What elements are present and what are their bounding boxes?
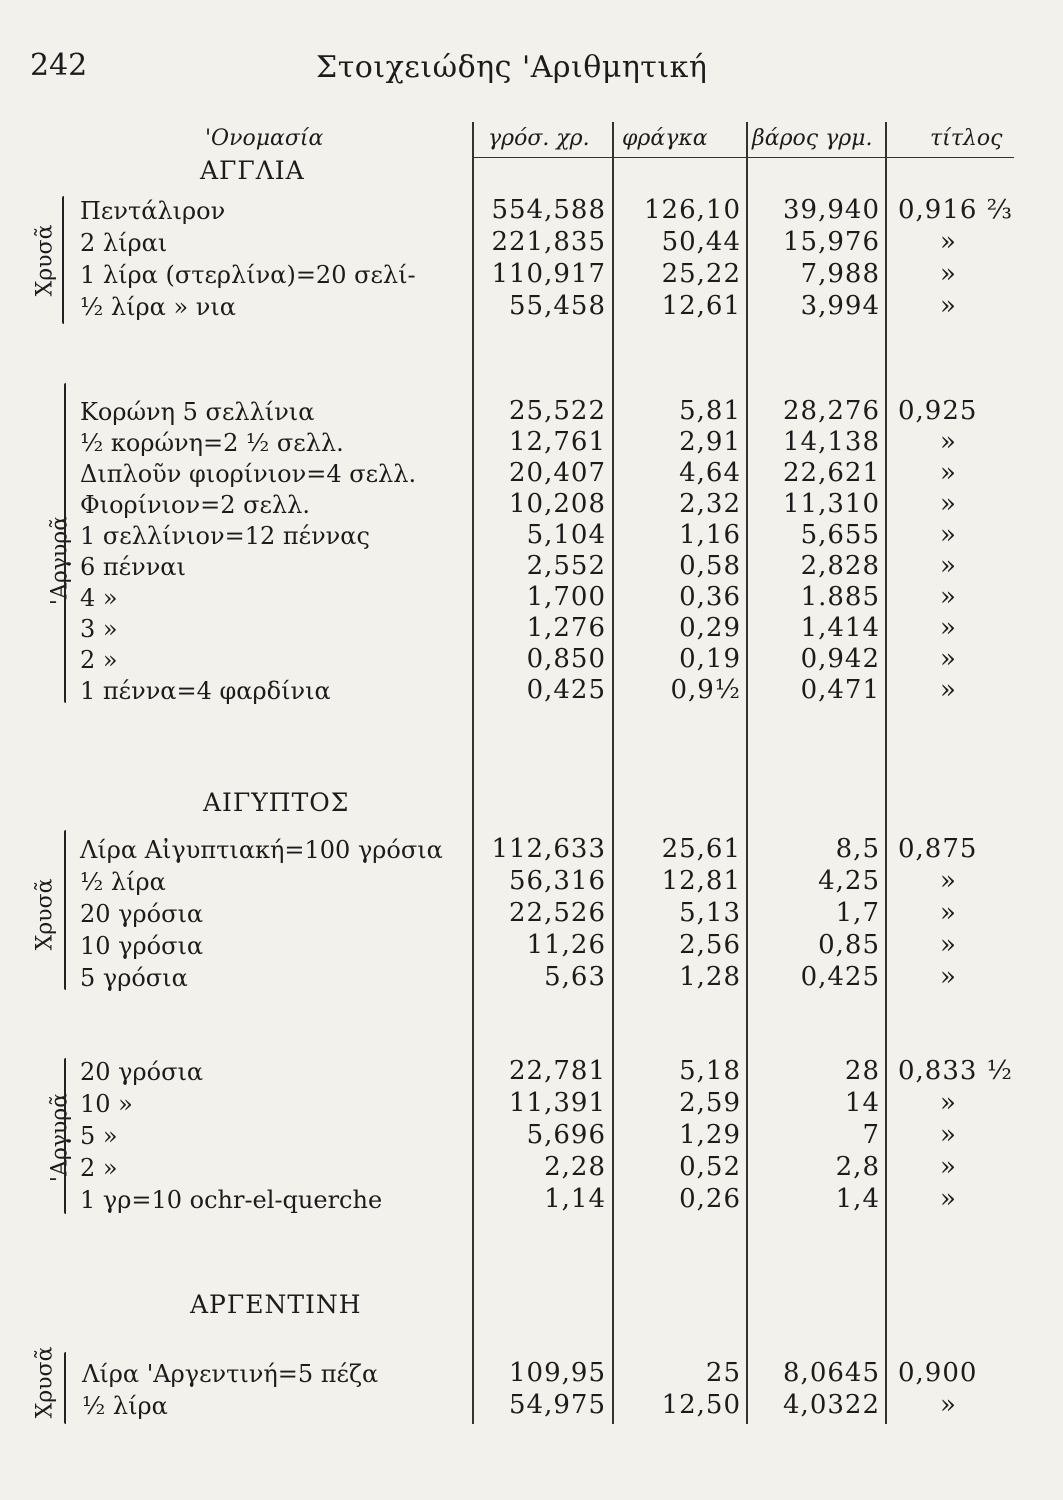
- value-weight: 14: [844, 1088, 880, 1118]
- value-fineness: »: [940, 898, 957, 928]
- value-francs: 1,16: [679, 520, 741, 550]
- value-weight: 0,942: [800, 644, 880, 674]
- value-fineness: 0,900: [898, 1358, 978, 1388]
- value-fineness: »: [940, 1120, 957, 1150]
- coin-name: ½ κορώνη=2 ½ σελλ.: [80, 429, 344, 457]
- value-piastres: 25,522: [509, 396, 606, 426]
- side-label-gold: Χρυσᾶ: [32, 224, 58, 297]
- brace: [62, 196, 64, 324]
- value-francs: 25,22: [661, 259, 741, 289]
- header-name-column: 'Ονομασία: [205, 126, 324, 151]
- value-fineness: 0,916 ⅔: [898, 195, 1013, 225]
- brace: [64, 830, 66, 990]
- side-label-gold: Χρυσᾶ: [32, 1346, 58, 1419]
- value-fineness: »: [940, 1390, 957, 1420]
- value-weight: 4,25: [818, 866, 880, 896]
- value-piastres: 110,917: [491, 259, 606, 289]
- value-weight: 5,655: [800, 520, 880, 550]
- value-francs: 4,64: [679, 458, 741, 488]
- value-piastres: 0,425: [526, 675, 606, 705]
- value-francs: 25: [705, 1358, 741, 1388]
- value-fineness: 0,833 ½: [898, 1056, 1013, 1086]
- section-title-england: ΑΓΓΛΙΑ: [200, 156, 305, 185]
- running-head: Στοιχειώδης 'Αριθμητική: [316, 50, 708, 85]
- section-title-egypt: ΑΙΓΥΠΤΟΣ: [203, 788, 350, 817]
- value-piastres: 11,391: [509, 1088, 606, 1118]
- value-piastres: 22,781: [509, 1056, 606, 1086]
- coin-name: 6 πένναι: [80, 553, 186, 581]
- brace: [64, 1352, 66, 1424]
- value-fineness: »: [940, 520, 957, 550]
- value-piastres: 112,633: [491, 834, 606, 864]
- coin-name: Κορώνη 5 σελλίνια: [80, 398, 315, 426]
- value-weight: 4,0322: [783, 1390, 880, 1420]
- value-francs: 2,32: [679, 489, 741, 519]
- value-piastres: 56,316: [509, 866, 606, 896]
- value-piastres: 554,588: [491, 195, 606, 225]
- value-fineness: »: [940, 582, 957, 612]
- side-label-silver: 'Αργυρᾶ: [47, 515, 73, 606]
- value-piastres: 1,276: [526, 613, 606, 643]
- value-fineness: 0,925: [898, 396, 978, 426]
- value-francs: 5,13: [679, 898, 741, 928]
- value-piastres: 2,28: [544, 1152, 606, 1182]
- value-weight: 28,276: [783, 396, 880, 426]
- value-fineness: »: [940, 962, 957, 992]
- side-label-silver: 'Αργυρᾶ: [47, 1092, 73, 1183]
- value-fineness: »: [940, 866, 957, 896]
- coin-name: 1 πέννα=4 φαρδίνια: [80, 677, 331, 705]
- coin-name: Διπλοῦν φιορίνιον=4 σελλ.: [80, 460, 417, 488]
- value-francs: 1,28: [679, 962, 741, 992]
- value-fineness: »: [940, 259, 957, 289]
- coin-name: 10 »: [80, 1090, 133, 1118]
- value-piastres: 22,526: [509, 898, 606, 928]
- value-weight: 2,828: [800, 551, 880, 581]
- value-francs: 0,58: [679, 551, 741, 581]
- header-rule: [474, 157, 1014, 158]
- value-francs: 12,50: [661, 1390, 741, 1420]
- value-francs: 1,29: [679, 1120, 741, 1150]
- value-weight: 3,994: [800, 291, 880, 321]
- value-fineness: »: [940, 427, 957, 457]
- value-francs: 0,29: [679, 613, 741, 643]
- value-francs: 2,59: [679, 1088, 741, 1118]
- value-piastres: 12,761: [509, 427, 606, 457]
- value-weight: 1,7: [835, 898, 880, 928]
- value-weight: 1,414: [800, 613, 880, 643]
- value-weight: 14,138: [783, 427, 880, 457]
- header-weight-column: βάρος γρμ.: [752, 126, 873, 151]
- value-francs: 2,56: [679, 930, 741, 960]
- value-piastres: 109,95: [509, 1358, 606, 1388]
- value-weight: 8,0645: [783, 1358, 880, 1388]
- value-piastres: 2,552: [526, 551, 606, 581]
- value-fineness: »: [940, 644, 957, 674]
- value-weight: 39,940: [783, 195, 880, 225]
- value-francs: 0,52: [679, 1152, 741, 1182]
- coin-name: ½ λίρα: [80, 868, 166, 896]
- value-francs: 0,26: [679, 1184, 741, 1214]
- brace: [64, 383, 66, 703]
- value-piastres: 20,407: [509, 458, 606, 488]
- value-fineness: »: [940, 489, 957, 519]
- value-weight: 0,85: [818, 930, 880, 960]
- value-weight: 7: [862, 1120, 880, 1150]
- value-fineness: »: [940, 675, 957, 705]
- brace: [64, 1058, 66, 1214]
- value-francs: 25,61: [661, 834, 741, 864]
- value-fineness: »: [940, 930, 957, 960]
- coin-name: 1 λίρα (στερλίνα)=20 σελί-: [80, 261, 416, 289]
- value-francs: 0,36: [679, 582, 741, 612]
- value-piastres: 10,208: [509, 489, 606, 519]
- column-rule-1: [472, 122, 474, 1424]
- section-title-argentina: ΑΡΓΕΝΤΙΝΗ: [190, 1290, 362, 1319]
- side-label-gold: Χρυσᾶ: [32, 878, 58, 951]
- value-fineness: »: [940, 1088, 957, 1118]
- value-francs: 12,81: [661, 866, 741, 896]
- coin-name: 3 »: [80, 615, 118, 643]
- value-fineness: »: [940, 291, 957, 321]
- value-fineness: »: [940, 551, 957, 581]
- page-number: 242: [30, 48, 88, 83]
- value-weight: 1.885: [800, 582, 880, 612]
- coin-name: 4 »: [80, 584, 118, 612]
- value-fineness: »: [940, 458, 957, 488]
- value-weight: 2,8: [835, 1152, 880, 1182]
- value-francs: 5,81: [679, 396, 741, 426]
- value-piastres: 54,975: [509, 1390, 606, 1420]
- column-rule-2: [612, 122, 614, 1424]
- coin-name: 1 σελλίνιον=12 πέννας: [80, 522, 370, 550]
- value-fineness: »: [940, 1184, 957, 1214]
- column-rule-4: [885, 122, 887, 1424]
- header-fineness-column: τίτλος: [930, 126, 1003, 151]
- coin-name: Λίρα 'Αργεντινή=5 πέζα: [82, 1360, 379, 1388]
- value-fineness: »: [940, 613, 957, 643]
- value-francs: 0,9½: [670, 675, 741, 705]
- value-francs: 12,61: [661, 291, 741, 321]
- coin-name: 20 γρόσια: [80, 900, 204, 928]
- value-francs: 126,10: [644, 195, 741, 225]
- coin-name: 10 γρόσια: [80, 932, 204, 960]
- value-fineness: 0,875: [898, 834, 978, 864]
- value-weight: 22,621: [783, 458, 880, 488]
- value-piastres: 55,458: [509, 291, 606, 321]
- value-piastres: 221,835: [491, 227, 606, 257]
- value-fineness: »: [940, 227, 957, 257]
- value-francs: 2,91: [679, 427, 741, 457]
- value-piastres: 0,850: [526, 644, 606, 674]
- value-francs: 5,18: [679, 1056, 741, 1086]
- coin-name: ½ λίρα » νια: [80, 293, 236, 321]
- value-weight: 7,988: [800, 259, 880, 289]
- value-weight: 0,425: [800, 962, 880, 992]
- value-piastres: 11,26: [526, 930, 606, 960]
- header-piastres-column: γρόσ. χρ.: [488, 126, 590, 151]
- value-weight: 15,976: [783, 227, 880, 257]
- value-piastres: 5,63: [544, 962, 606, 992]
- coin-name: 20 γρόσια: [80, 1058, 204, 1086]
- coin-name: 2 »: [80, 646, 118, 674]
- value-francs: 0,19: [679, 644, 741, 674]
- coin-name: Πεντάλιρον: [80, 197, 226, 225]
- coin-name: 2 λίραι: [80, 229, 168, 257]
- coin-name: 5 γρόσια: [80, 964, 188, 992]
- column-rule-3: [746, 122, 748, 1424]
- value-weight: 11,310: [783, 489, 880, 519]
- value-weight: 8,5: [835, 834, 880, 864]
- value-piastres: 1,700: [526, 582, 606, 612]
- value-weight: 0,471: [800, 675, 880, 705]
- value-francs: 50,44: [661, 227, 741, 257]
- coin-name: Λίρα Αἰγυπτιακή=100 γρόσια: [80, 836, 443, 864]
- value-piastres: 1,14: [544, 1184, 606, 1214]
- value-weight: 28: [844, 1056, 880, 1086]
- value-fineness: »: [940, 1152, 957, 1182]
- value-piastres: 5,104: [526, 520, 606, 550]
- coin-name: 1 γρ=10 ochr-el-querche: [80, 1186, 383, 1214]
- coin-name: Φιορίνιον=2 σελλ.: [80, 491, 310, 519]
- value-piastres: 5,696: [526, 1120, 606, 1150]
- header-francs-column: φράγκα: [622, 126, 708, 151]
- coin-name: 2 »: [80, 1154, 118, 1182]
- value-weight: 1,4: [835, 1184, 880, 1214]
- coin-name: 5 »: [80, 1122, 118, 1150]
- coin-name: ½ λίρα: [82, 1392, 168, 1420]
